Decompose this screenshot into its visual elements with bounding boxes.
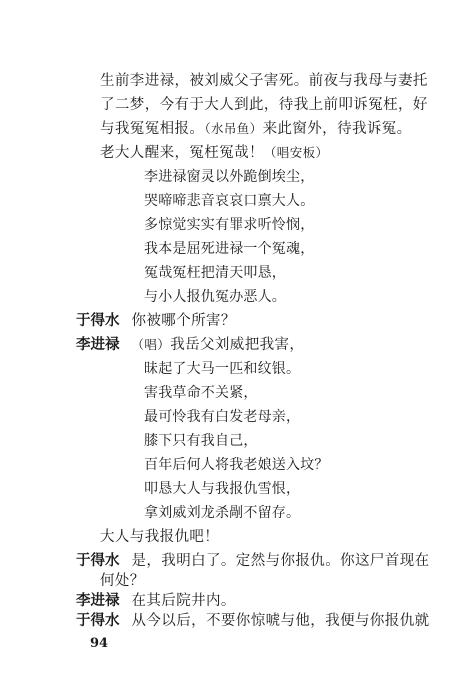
dialogue-line	[76, 311, 236, 331]
line-text: 在其后院井内。	[131, 593, 236, 609]
speaker-name: 李进禄	[76, 592, 120, 609]
line-text: 何处？	[100, 573, 145, 589]
text-line	[100, 571, 145, 591]
stage-direction: （唱安板）	[263, 145, 329, 160]
lyric-line	[144, 455, 329, 475]
speaker-name: 于得水	[76, 612, 120, 629]
lyric-line	[144, 383, 258, 403]
dialogue-line	[76, 591, 236, 611]
line-text: 与我冤冤相报。	[100, 121, 205, 137]
dialogue-line	[76, 611, 430, 631]
lyric-line	[144, 359, 300, 379]
line-text: 害我草命不关紧，	[144, 385, 258, 401]
line-text: 从今以后，不要你惊唬与他，我便与你报仇就	[131, 613, 430, 629]
line-text: 冤哉冤枉把清天叩恳，	[144, 265, 286, 281]
line-text: 来此窗外，待我诉冤。	[262, 121, 412, 137]
speaker-name: 李进禄	[76, 336, 120, 353]
dialogue-line	[76, 335, 304, 355]
line-text: 老大人醒来，冤枉冤哉！	[100, 145, 264, 161]
line-text: 昧起了大马一匹和纹银。	[144, 361, 301, 377]
line-text: 我岳父刘威把我害，	[170, 337, 305, 353]
lyric-line	[144, 263, 286, 283]
lyric-line	[144, 215, 314, 235]
speaker-name: 于得水	[76, 552, 120, 569]
line-text: 我本是屈死进禄一个冤魂，	[144, 241, 315, 257]
line-text: 百年后何人将我老娘送入坟？	[144, 457, 329, 473]
text-line	[100, 119, 412, 139]
line-text: 大人与我报仇吧！	[100, 529, 220, 545]
line-text: 与小人报仇冤办恶人。	[144, 289, 286, 305]
stage-direction: （唱）	[131, 337, 171, 352]
line-text: 你被哪个所害？	[131, 313, 236, 329]
lyric-line	[144, 503, 300, 523]
line-text: 叩恳大人与我报仇雪恨，	[144, 481, 301, 497]
lyric-line	[144, 479, 300, 499]
line-text: 最可怜我有白发老母亲，	[144, 409, 301, 425]
text-line	[100, 71, 428, 91]
line-text: 是，我明白了。定然与你报仇。你这尸首现在	[131, 553, 430, 569]
text-line	[100, 95, 428, 115]
lyric-line	[144, 431, 258, 451]
line-text: 多惊觉实实有罪求听怜悯，	[144, 217, 315, 233]
stage-direction: （水吊鱼）	[204, 121, 263, 136]
lyric-line	[144, 239, 314, 259]
text-line	[100, 527, 219, 547]
line-text: 膝下只有我自己，	[144, 433, 258, 449]
line-text: 李进禄窗灵以外跪倒埃尘，	[144, 169, 315, 185]
dialogue-line	[76, 551, 430, 571]
lyric-line	[144, 167, 314, 187]
text-line	[100, 143, 328, 163]
speaker-name: 于得水	[76, 312, 120, 329]
line-text: 拿刘威刘龙杀剮不留存。	[144, 505, 301, 521]
page-number: 94	[90, 636, 109, 651]
line-text: 哭啼啼悲音哀哀口禀大人。	[144, 193, 315, 209]
lyric-line	[144, 287, 286, 307]
line-text: 了二梦，今有于大人到此，待我上前叩诉冤枉，好	[100, 97, 428, 113]
lyric-line	[144, 191, 314, 211]
lyric-line	[144, 407, 300, 427]
line-text: 生前李进禄，被刘威父子害死。前夜与我母与妻托	[100, 73, 428, 89]
